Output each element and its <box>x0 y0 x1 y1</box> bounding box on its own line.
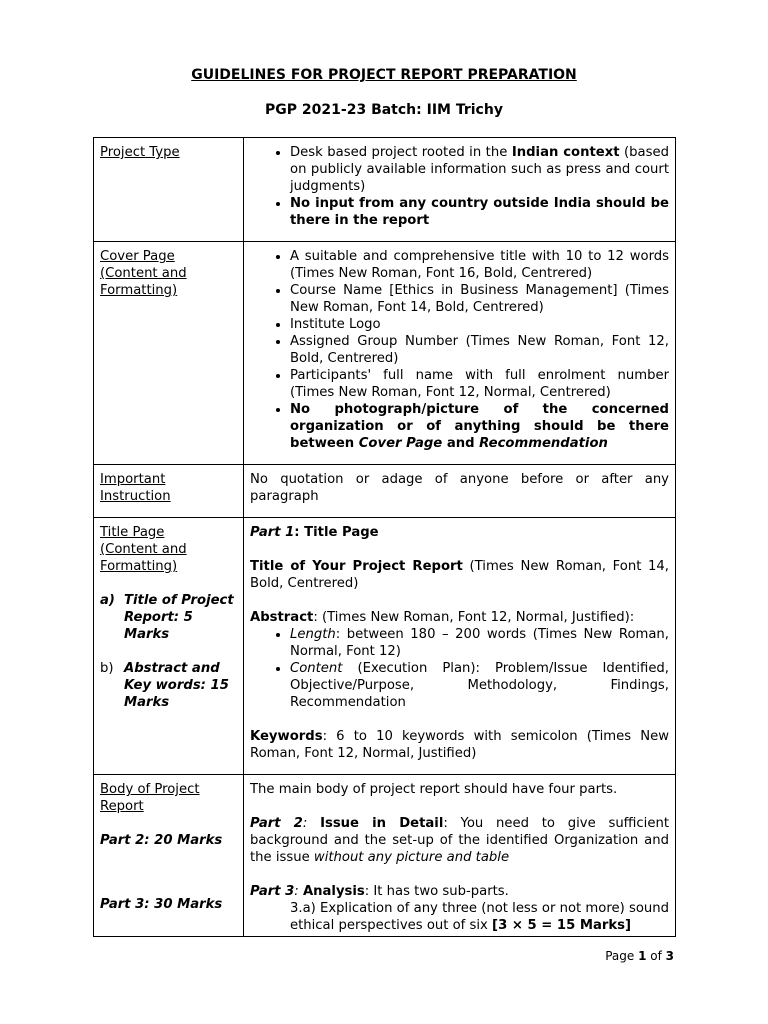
bold-text: Indian context <box>511 145 620 160</box>
instruction-text: No quotation or adage of anyone before or after any paragraph <box>250 472 669 504</box>
paragraph: The main body of project report should have four parts. <box>250 782 618 797</box>
table-row <box>94 138 676 242</box>
text-span: : <box>302 816 321 831</box>
guidelines-table <box>93 137 676 937</box>
marks-item <box>100 660 237 711</box>
text-span: No photograph/picture of the concerned organization or of anything should be there between <box>290 402 669 451</box>
text-span: (based on publicly available information such as press and court judgments) <box>290 145 669 194</box>
page-word: Page <box>605 949 639 963</box>
row-label-cell <box>94 775 244 937</box>
marks-text: Part 3: 30 Marks <box>100 897 223 912</box>
text-span: Desk based project rooted in the <box>290 145 512 160</box>
text-span: and <box>442 436 480 451</box>
bullet-list <box>250 144 669 229</box>
italic-text: Part 1 <box>250 525 295 540</box>
bold-text: [3 × 5 = 15 Marks] <box>492 918 632 933</box>
list-item: • Course Name [Ethics in Business Management] (Times New Roman, Font 14, Bold, Centrered) <box>290 282 669 316</box>
italic-text: without any picture and table <box>313 850 510 865</box>
italic-text: Cover Page <box>358 436 443 451</box>
list-marker: a) <box>100 593 115 608</box>
bold-text: Abstract <box>250 610 314 625</box>
row-content-cell <box>244 518 676 775</box>
italic-text: Part 3 <box>250 884 295 899</box>
sub-paragraph <box>250 900 669 934</box>
marks-text: Abstract and Key words: 15 Marks <box>124 661 229 710</box>
row-label-cell <box>94 465 244 518</box>
row-label-cell <box>94 138 244 242</box>
text-span: (Times New Roman, Font 14, Bold, Centrered) <box>250 559 669 591</box>
page-total: 3 <box>665 949 674 963</box>
list-item: • Assigned Group Number (Times New Roman, Font 12, Bold, Centrered) <box>290 333 669 367</box>
row-content-cell <box>244 465 676 518</box>
table-row <box>94 518 676 775</box>
table-row <box>94 465 676 518</box>
bullet-list <box>250 626 669 711</box>
page-title-text: GUIDELINES FOR PROJECT REPORT PREPARATION <box>191 67 577 83</box>
list-item <box>290 626 669 660</box>
batch-subtitle: PGP 2021-23 Batch: IIM Trichy <box>265 102 503 118</box>
row-label: Body of Project <box>100 782 200 797</box>
part-heading <box>250 524 669 541</box>
row-label-cell <box>94 518 244 775</box>
row-label: Formatting) <box>100 283 178 298</box>
list-item <box>290 144 669 195</box>
text-span: : between 180 – 200 words (Times New Roman, Normal, Font 12) <box>290 627 669 659</box>
row-label: Title Page <box>100 525 165 540</box>
text-span: 3.a) Explication of any three (not less or not more) sound ethical perspectives out of six <box>290 901 669 933</box>
row-content-cell <box>244 775 676 937</box>
text-span: : (Times New Roman, Font 12, Normal, Justified): <box>313 610 635 625</box>
row-label: (Content and <box>100 542 187 557</box>
list-item: • A suitable and comprehensive title with 10 to 12 words (Times New Roman, Font 16, Bold, Centrered) <box>290 248 669 282</box>
page-title <box>0 67 768 83</box>
text-span: : It has two sub-parts. <box>364 884 509 899</box>
text-span: : <box>294 884 303 899</box>
marks-text: Part 2: 20 Marks <box>100 833 223 848</box>
row-label: Report <box>100 799 144 814</box>
row-label: Cover Page <box>100 249 175 264</box>
paragraph <box>250 558 669 592</box>
row-label-cell <box>94 242 244 465</box>
text-span: : 6 to 10 keywords with semicolon (Times New Roman, Font 12, Normal, Justified) <box>250 729 669 761</box>
bold-text: Title of Your Project Report <box>250 559 463 574</box>
list-marker: b) <box>100 661 114 676</box>
row-label: Project Type <box>100 145 180 160</box>
bullet-list <box>250 248 669 452</box>
marks-item <box>100 592 237 643</box>
list-item <box>290 401 669 452</box>
bold-text: Analysis <box>302 884 365 899</box>
table-row <box>94 242 676 465</box>
page-number: 1 <box>638 949 647 963</box>
marks-text: Title of Project Report: 5 Marks <box>124 593 234 642</box>
table-row <box>94 775 676 937</box>
row-label: Important <box>100 472 166 487</box>
list-item: • Participants' full name with full enrolment number (Times New Roman, Font 12, Normal, Centrered) <box>290 367 669 401</box>
bold-text: Issue in Detail <box>320 816 444 831</box>
list-item: • No input from any country outside India should be there in the report <box>290 195 669 229</box>
italic-text: Length <box>290 627 336 642</box>
row-label: Instruction <box>100 489 171 504</box>
text-span: (Execution Plan): Problem/Issue Identified, Objective/Purpose, Methodology, Findings, Recommendation <box>290 661 669 710</box>
paragraph <box>250 815 669 866</box>
row-label: Formatting) <box>100 559 178 574</box>
list-item: • Institute Logo <box>290 316 669 333</box>
of-word: of <box>646 949 666 963</box>
list-item <box>290 660 669 711</box>
paragraph <box>250 609 669 626</box>
bold-text: Keywords <box>250 729 323 744</box>
row-content-cell <box>244 138 676 242</box>
row-label: (Content and <box>100 266 187 281</box>
paragraph <box>250 883 669 900</box>
text-span: : You need to give sufficient background and the set-up of the identified Organization and the issue <box>250 816 669 865</box>
page-number-footer <box>605 949 674 963</box>
row-content-cell <box>244 242 676 465</box>
italic-text: Content <box>290 661 343 676</box>
italic-text: Part 2 <box>250 816 303 831</box>
paragraph <box>250 728 669 762</box>
bold-text: : Title Page <box>294 525 379 540</box>
italic-text: Recommendation <box>479 436 608 451</box>
